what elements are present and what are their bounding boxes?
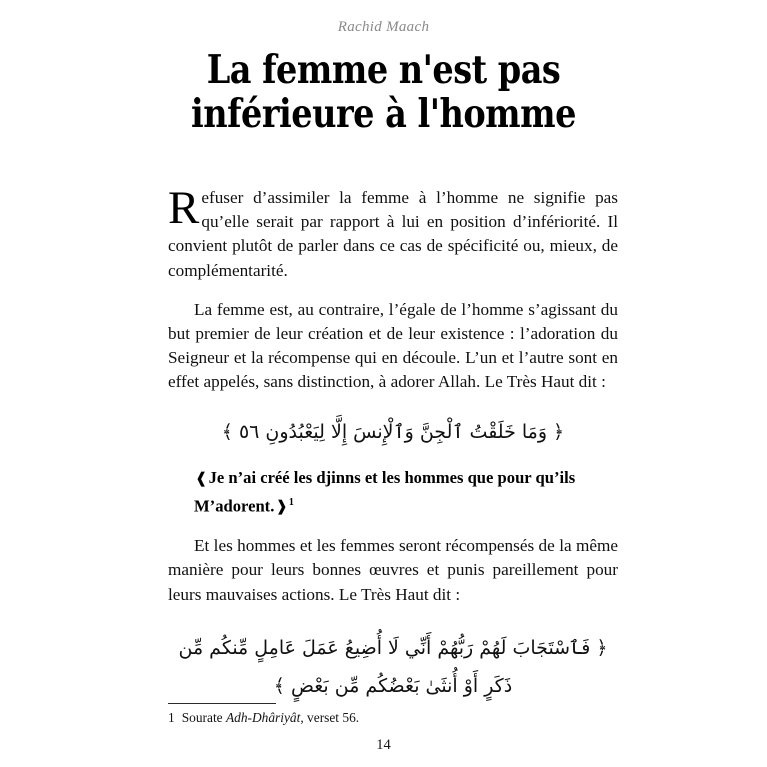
- drop-cap: R: [168, 182, 200, 234]
- page-title-line-1: La femme n'est pas: [206, 47, 561, 93]
- arabic-verse-quran-3-195: [168, 629, 618, 705]
- paragraph-opening: [168, 182, 618, 283]
- paragraph-opening-text: efuser d’assimiler la femme à l’homme ne signifie pas qu’elle serait par rapport à lui en position d’infériorité. Il convient plutôt de parler dans ce cas de spécificité ou, mieux, de complémentarité.: [168, 188, 618, 280]
- text-column: [168, 182, 618, 705]
- page-number: 14: [376, 737, 391, 753]
- arabic-verse-line-2: ذَكَرٍ أَوْ أُنثَىٰ بَعْضُكُم مِّن بَعْضٍ ﴾: [273, 674, 513, 697]
- quote-open-bracket-icon: ❰: [195, 470, 208, 487]
- footnote-prefix: Sourate: [181, 710, 226, 725]
- page-title: [120, 48, 647, 136]
- paragraph-equality: La femme est, au contraire, l’égale de l’homme s’agissant du but premier de leur création et de leur existence : l’adoration du Seigneur et la récompense qui en découle. L’un et l’autre sont en effet appelés, sans distinction, à adorer Allah. Le Très Haut dit :: [168, 299, 618, 392]
- verse-translation-1-text: Je n’ai créé les djinns et les hommes que pour qu’ils M’adorent.: [194, 467, 576, 516]
- running-head: Rachid Maach: [337, 19, 430, 35]
- footnote-suffix: , verset 56.: [300, 710, 360, 725]
- arabic-verse-quran-51-56: ﴿ وَمَا خَلَقْتُ ٱلْجِنَّ وَٱلْإِنسَ إِلَّا لِيَعْبُدُونِ ٥٦ ﴾: [221, 420, 565, 443]
- footnote-entry: [168, 709, 618, 727]
- footnote-marker[interactable]: 1: [288, 496, 294, 508]
- footnote-separator: [168, 703, 276, 704]
- arabic-verse-line-1: ﴿ فَٱسْتَجَابَ لَهُمْ رَبُّهُمْ أَنِّي لَا أُضِيعُ عَمَلَ عَامِلٍ مِّنكُم مِّن: [178, 636, 608, 659]
- page-title-line-2: inférieure à l'homme: [191, 91, 576, 137]
- footnote-number: 1: [168, 710, 175, 725]
- paragraph-reward: Et les hommes et les femmes seront récompensés de la même manière pour leurs bonnes œuvres et punis pareillement pour leurs mauvaises actions. Le Très Haut dit :: [168, 536, 618, 604]
- footnote-surah-name: Adh-Dhâriyât: [225, 710, 301, 725]
- quote-close-bracket-icon: ❱: [275, 499, 288, 516]
- verse-translation-1: [168, 466, 618, 520]
